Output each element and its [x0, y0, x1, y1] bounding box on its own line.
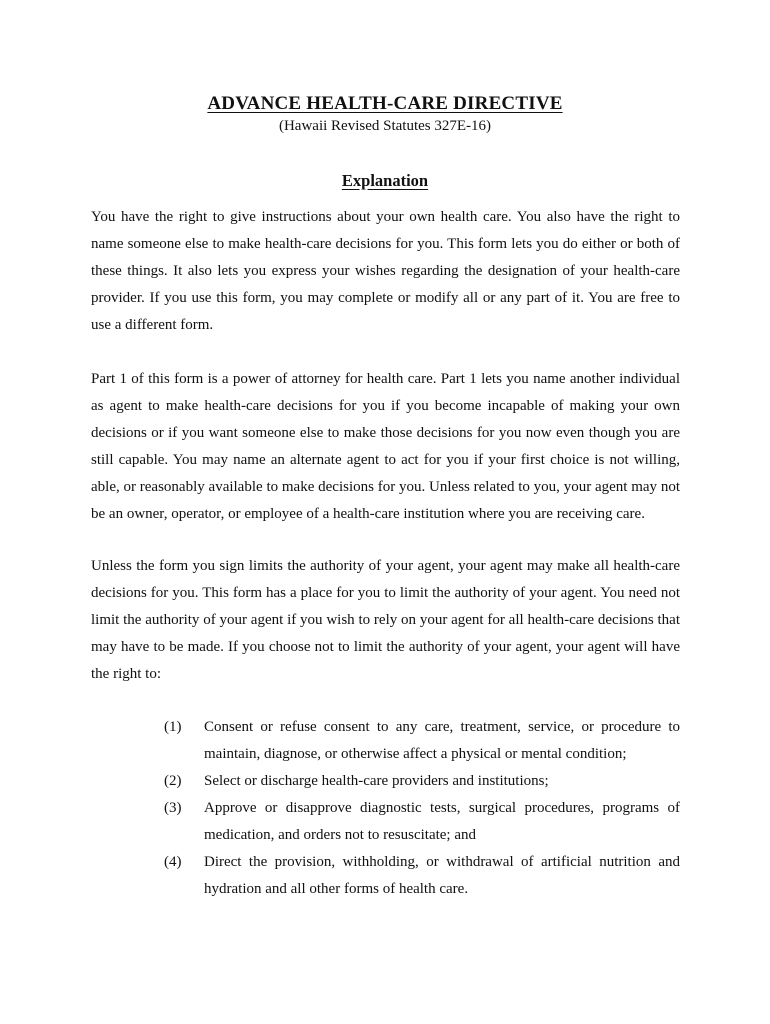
agent-rights-list — [164, 714, 680, 903]
list-item-text: Direct the provision, withholding, or withdrawal of artificial nutrition and hydration and all other forms of health care. — [204, 854, 680, 897]
paragraph-agent-authority: Unless the form you sign limits the authority of your agent, your agent may make all health-care decisions for you. This form has a place for you to limit the authority of your agent. You need not limit the authority of your agent if you wish to rely on your agent for all health-care decisions that may have to be made. If you choose not to limit the authority of your agent, your agent will have the right to: — [91, 558, 680, 682]
paragraph-right-to-instruct: You have the right to give instructions about your own health care. You also have the right to name someone else to make health-care decisions for you. This form lets you do either or both of these things. It also lets you express your wishes regarding the designation of your health-care provider. If you use this form, you may complete or modify all or any part of it. You are free to use a different form. — [91, 209, 680, 333]
list-item — [164, 714, 680, 768]
list-item-number: (3) — [164, 800, 182, 816]
list-item-text: Consent or refuse consent to any care, treatment, service, or procedure to maintain, diagnose, or otherwise affect a physical or mental condition; — [204, 719, 680, 762]
list-item — [164, 768, 680, 795]
list-item-text: Approve or disapprove diagnostic tests, surgical procedures, programs of medication, and orders not to resuscitate; and — [204, 800, 680, 843]
list-item-number: (2) — [164, 773, 182, 789]
section-heading-explanation: Explanation — [341, 171, 429, 190]
list-item — [164, 849, 680, 903]
list-item-number: (1) — [164, 719, 182, 735]
document-title: ADVANCE HEALTH-CARE DIRECTIVE — [207, 93, 563, 114]
paragraph-power-of-attorney: Part 1 of this form is a power of attorney for health care. Part 1 lets you name another individual as agent to make health-care decisions for you if you become incapable of making your own decisions or if you want someone else to make those decisions for you now even though you are still capable. You may name an alternate agent to act for you if your first choice is not willing, able, or reasonably available to make decisions for you. Unless related to you, your agent may not be an owner, operator, or employee of a health-care institution where you are receiving care. — [91, 371, 680, 522]
list-item-text: Select or discharge health-care providers and institutions; — [204, 773, 549, 789]
list-item — [164, 795, 680, 849]
document-subtitle: (Hawaii Revised Statutes 327E-16) — [278, 118, 492, 134]
list-item-number: (4) — [164, 854, 182, 870]
